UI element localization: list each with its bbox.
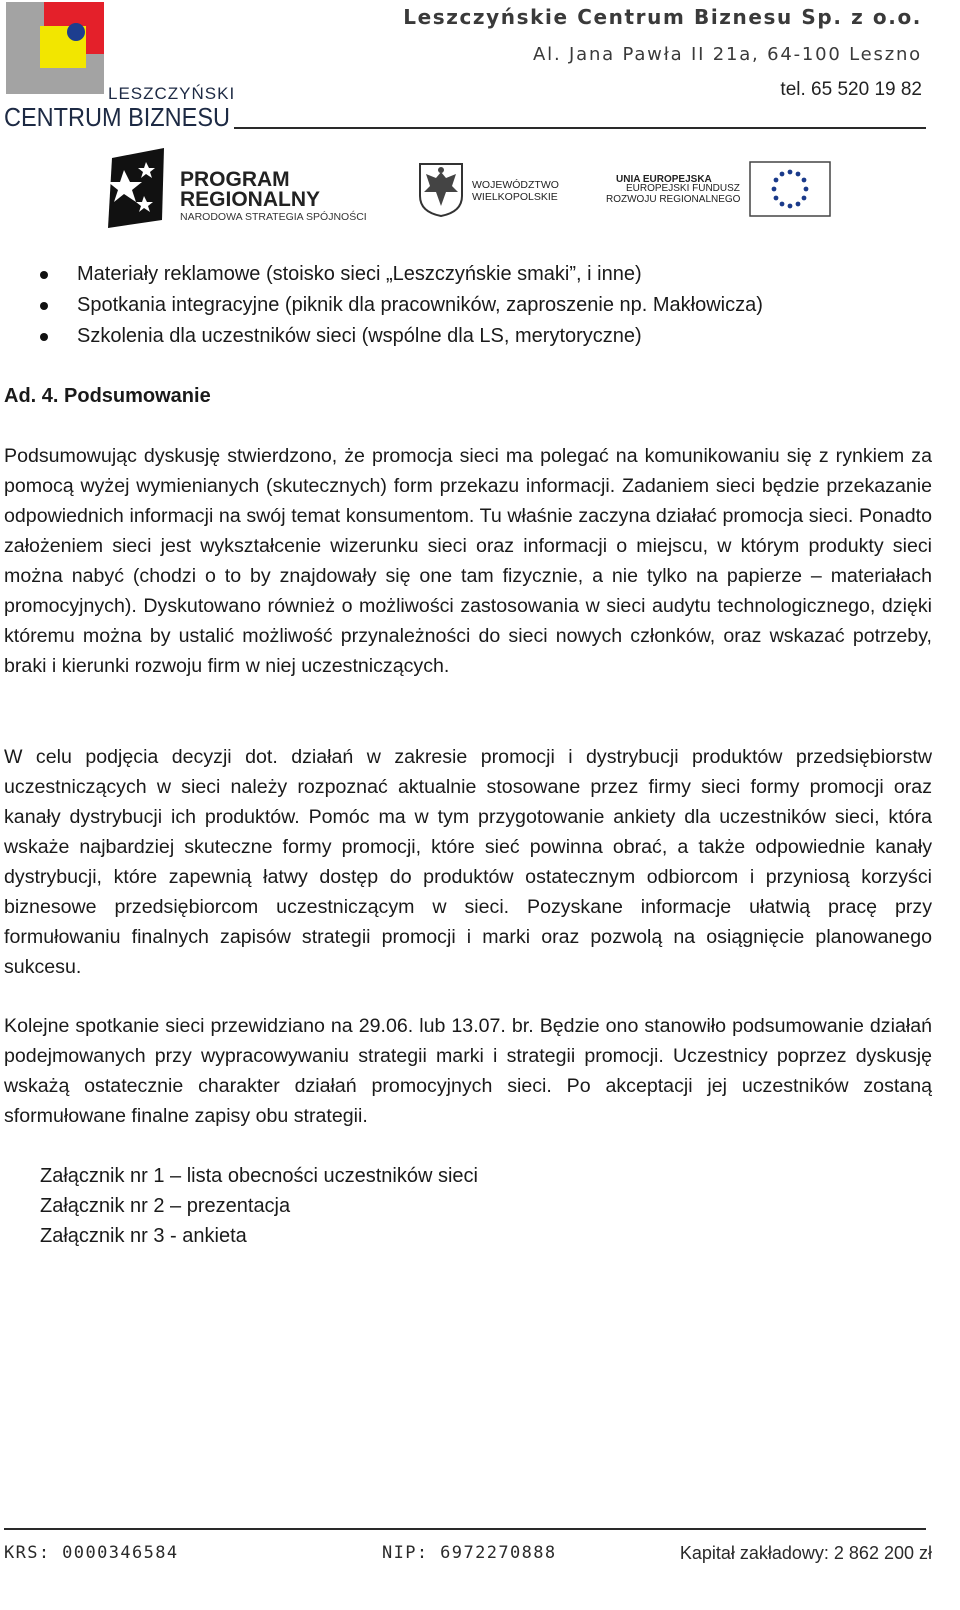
lcb-logo (4, 2, 234, 128)
bullet-text: Szkolenia dla uczestników sieci (wspólne dla LS, merytoryczne) (77, 325, 642, 347)
program-line3: NARODOWA STRATEGIA SPÓJNOŚCI (180, 211, 367, 223)
footer-divider (4, 1528, 926, 1530)
paragraph-next-meeting: Kolejne spotkanie sieci przewidziano na 29.06. lub 13.07. br. Będzie ono stanowiło podsumowanie działań podejmowanych przy wypracowywaniu strategii marki i strategii promocji. Uczestnicy poprzez dyskusję wskażą ostatecznie charakter działań promocyjnych sieci. Po akceptacji jej uczestników zostaną sformułowane finalne zapisy obu strategii. (4, 1015, 932, 1127)
bullet-text: Materiały reklamowe (stoisko sieci „Leszczyńskie smaki”, i inne) (77, 263, 642, 285)
list-item (40, 259, 763, 290)
footer-capital: Kapitał zakładowy: 2 862 200 zł (679, 1543, 932, 1563)
logo-text-top: LESZCZYŃSKIE (108, 84, 234, 103)
list-item (40, 321, 763, 352)
list-item (40, 290, 763, 321)
header-divider (234, 127, 926, 129)
company-name: Leszczyńskie Centrum Biznesu Sp. z o.o. (403, 5, 922, 29)
program-regionalny-logo (106, 148, 370, 228)
attachment-item: Załącznik nr 1 – lista obecności uczestników sieci (40, 1165, 478, 1187)
attachment-item: Załącznik nr 3 - ankieta (40, 1225, 247, 1247)
eu-line3: ROZWOJU REGIONALNEGO (606, 194, 741, 205)
company-info (403, 4, 922, 101)
bullet-icon (40, 333, 48, 341)
eu-logo (604, 160, 832, 218)
bullet-icon (40, 302, 48, 310)
footer-nip: NIP: 6972270888 (382, 1543, 557, 1563)
bullet-list (40, 259, 763, 352)
wielkopolska-logo (416, 160, 566, 218)
section-heading: Ad. 4. Podsumowanie (4, 385, 211, 407)
eu-line1: UNIA EUROPEJSKA (616, 174, 712, 185)
eu-line2: EUROPEJSKI FUNDUSZ (626, 183, 740, 194)
company-phone: tel. 65 520 19 82 (780, 79, 922, 100)
program-line2: REGIONALNY (180, 188, 321, 211)
footer-krs: KRS: 0000346584 (4, 1543, 179, 1563)
paragraph-summary: Podsumowując dyskusję stwierdzono, że promocja sieci ma polegać na komunikowaniu się z rynkiem za pomocą wyżej wymienianych (skutecznych) form przekazu informacji. Zadaniem sieci będzie przekazanie odpowiednich informacji na swój temat konsumentom. Tu właśnie zaczyna działać promocja sieci. Ponadto założeniem sieci jest wykształcenie wizerunku sieci oraz informacji o miejscu, w którym produkty sieci można nabyć (chodzi o to by znajdowały się one tam fizycznie, a nie tylko na papierze – materiałach promocyjnych). Dyskutowano również o możliwości zastosowania w sieci audytu technologicznego, dzięki któremu można by ustalić możliwość przynależności do sieci nowych członków, oraz wskazać potrzeby, braki i kierunki rozwoju firm w niej uczestniczących. (4, 445, 932, 677)
paragraph-decision: W celu podjęcia decyzji dot. działań w zakresie promocji i dystrybucji produktów przedsiębiorstw uczestniczących w sieci należy rozpoznać aktualnie stosowane przez firmy sieci formy promocji oraz kanały dystrybucji ich produktów. Pomóc ma w tym przygotowanie ankiety dla uczestników sieci, która wskaże najbardziej skuteczne formy promocji, które sieć powinna obrać, a także odpowiednie kanały dystrybucji, które zapewnią łatwy dostęp do produktów ostatecznym odbiorcom i przyniosą korzyści biznesowe przedsiębiorcom uczestniczącym w sieci. Pozyskane informacje ułatwią pracę przy formułowaniu finalnych zapisów strategii promocji i marki oraz pozwolą na osiągnięcie planowanego sukcesu. (4, 746, 932, 978)
attachments-list (40, 1161, 478, 1251)
voivodeship-line2: WIELKOPOLSKIE (472, 191, 558, 203)
logo-text-bottom: CENTRUM BIZNESU (4, 102, 230, 128)
voivodeship-line1: WOJEWÓDZTWO (472, 179, 559, 191)
bullet-icon (40, 271, 48, 279)
company-address: Al. Jana Pawła II 21a, 64-100 Leszno (533, 44, 922, 65)
program-line1: PROGRAM (180, 168, 290, 191)
bullet-text: Spotkania integracyjne (piknik dla pracowników, zaproszenie np. Makłowicza) (77, 294, 763, 316)
attachment-item: Załącznik nr 2 – prezentacja (40, 1195, 291, 1217)
